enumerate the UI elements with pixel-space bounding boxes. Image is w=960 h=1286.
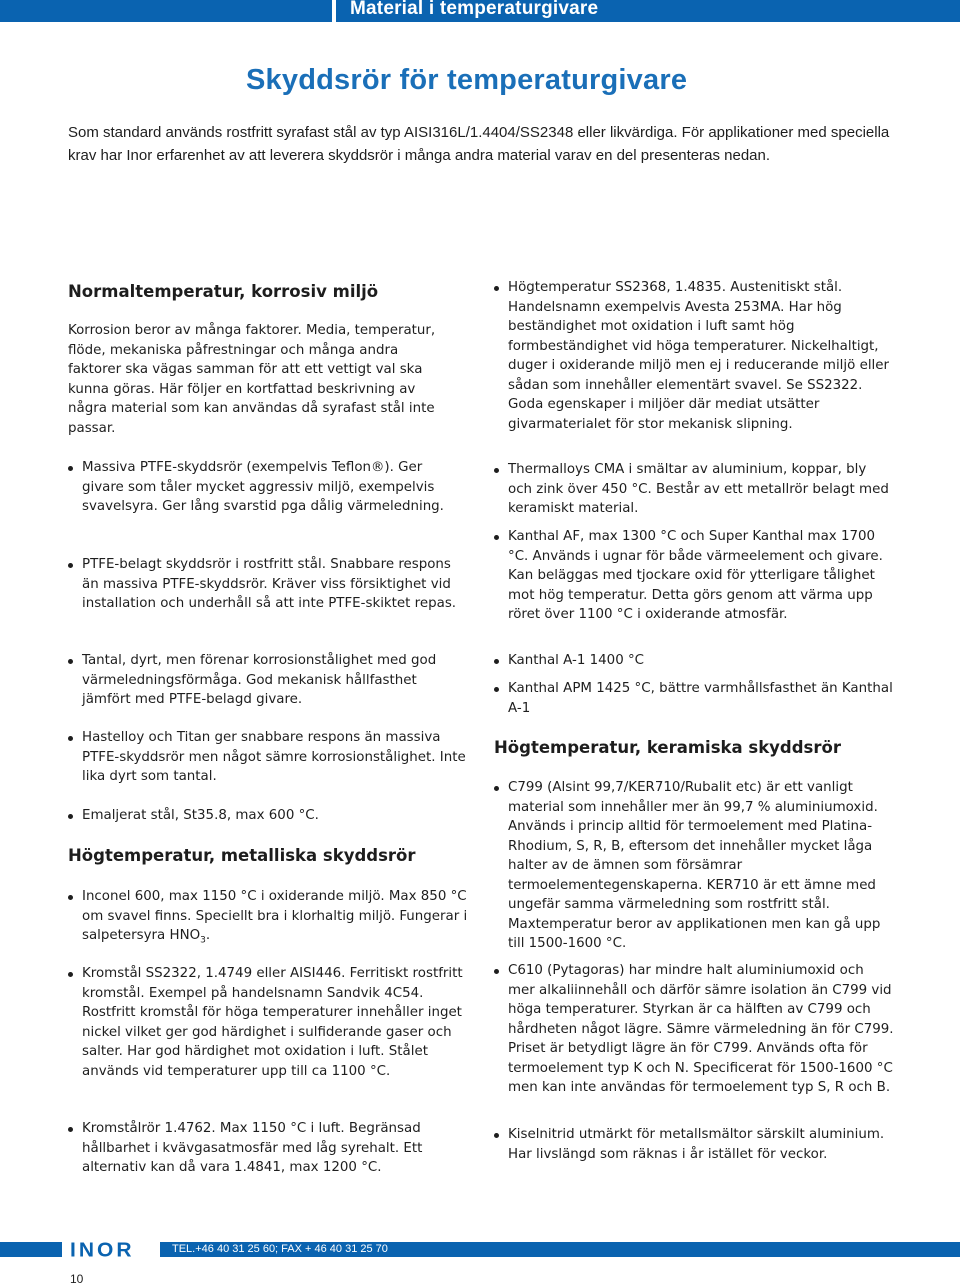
heading-normal-temperature: Normaltemperatur, korrosiv miljö xyxy=(68,282,379,301)
list-item-ss2368: Högtemperatur SS2368, 1.4835. Austenitiskt stål. Handelsnamn exempelvis Avesta 253MA. Har hög beständighet mot oxidation i luft samt hög formbeständighet vid höga temperaturer. Nickelhaltigt, duger i oxiderande miljö men ej i reducerande miljö eller sådan som innehåller elementärt svavel. Se SS2322. Goda egenskaper i miljöer där mediat utsätter givarmaterialet för stor mekanisk slipning. xyxy=(508,278,894,434)
list-item-thermalloys: Thermalloys CMA i smältar av aluminium, koppar, bly och zink över 450 °C. Består av ett metallrör belagt med keramiskt material. xyxy=(508,460,894,519)
list-item-c610: C610 (Pytagoras) har mindre halt aluminiumoxid och mer alkaliinnehåll och därför sämre isolation än C799 vid höga temperaturer. Styrkan är ca hälften av C799 och hårdheten något lägre. Sämre värmeledning än för C799. Priset är betydligt lägre än för C799. Används ofta för termoelement typ K och N. Specificerat för 1500-1600 °C men kan inte användas för termoelement typ S, R och B. xyxy=(508,961,894,1098)
intro-paragraph: Som standard används rostfritt syrafast stål av typ AISI316L/1.4404/SS2348 eller likvärdiga. För applikationer med speciella krav har Inor erfarenhet av att leverera skyddsrör i många andra material varav en del presenteras nedan. xyxy=(68,124,890,164)
corrosion-paragraph: Korrosion beror av många faktorer. Media, temperatur, flöde, mekaniska påfrestningar och många andra faktorer ska vägas samman för att ett vettigt val ska kunna göras. Här följer en kortfattad beskrivning av några material som kan användas då syrafast stål inte passar. xyxy=(68,323,436,436)
inconel-subscript: 3 xyxy=(200,935,206,946)
top-bar-left-block xyxy=(0,0,332,22)
top-bar xyxy=(0,0,960,22)
footer-contact: TEL.+46 40 31 25 60; FAX + 46 40 31 25 70 xyxy=(172,1243,388,1255)
inor-logo xyxy=(68,1236,154,1262)
footer-bar-left xyxy=(0,1242,62,1257)
list-item-inconel xyxy=(82,887,468,951)
list-item-kanthal-apm: Kanthal APM 1425 °C, bättre varmhållsfasthet än Kanthal A-1 xyxy=(508,679,894,718)
section-title: Material i temperaturgivare xyxy=(350,0,599,19)
logo-text: INOR xyxy=(70,1239,135,1262)
list-item-ptfe-solid: Massiva PTFE-skyddsrör (exempelvis Teflon®). Ger givare som tåler mycket aggressiv miljö, exempelvis svavelsyra. Ger lång svarstid pga dålig värmeledning. xyxy=(82,458,468,517)
heading-high-temp-metal: Högtemperatur, metalliska skyddsrör xyxy=(68,846,416,865)
list-item-enamel: Emaljerat stål, St35.8, max 600 °C. xyxy=(82,806,468,826)
inconel-end: . xyxy=(205,928,211,943)
list-item-kanthal-a1: Kanthal A-1 1400 °C xyxy=(508,651,894,671)
heading-high-temp-ceramic: Högtemperatur, keramiska skyddsrör xyxy=(494,738,841,757)
list-item-ptfe-coated: PTFE-belagt skyddsrör i rostfritt stål. Snabbare respons än massiva PTFE-skyddsrör. Kräver viss försiktighet vid installation och underhåll så att inte PTFE-skiktet repas. xyxy=(82,555,468,614)
list-item-kanthal-af: Kanthal AF, max 1300 °C och Super Kanthal max 1700 °C. Används i ugnar för både värmeelement och givare. Kan beläggas med tjockare oxid för ytterligare tålighet mot hög temperatur. Detta görs genom att värma upp röret över 1100 °C i oxiderande atmosfär. xyxy=(508,527,894,625)
page-number: 10 xyxy=(70,1272,84,1286)
page-title: Skyddsrör för temperaturgivare xyxy=(246,64,688,96)
list-item-c799: C799 (Alsint 99,7/KER710/Rubalit etc) är ett vanligt material som innehåller mer än 99,7 % aluminiumoxid. Används i princip alltid för termoelement med Platina-Rhodium, S, R, B, eftersom det innehåller mycket låga halter av de ämnen som försämrar termoelementegenskaperna. KER710 är ett ämne med ungefär samma värmeledning som rostfritt stål. Maxtemperatur beror av applikationen men kan gå upp till 1500-1600 °C. xyxy=(508,778,894,954)
list-item-kromstalror: Kromstålrör 1.4762. Max 1150 °C i luft. Begränsad hållbarhet i kvävgasatmosfär med låg syrehalt. Ett alternativ kan då vara 1.4841, max 1200 °C. xyxy=(82,1119,468,1178)
list-item-kiselnitrid: Kiselnitrid utmärkt för metallsmältor särskilt aluminium. Har livslängd som räknas i år istället för veckor. xyxy=(508,1125,894,1164)
list-item-hastelloy: Hastelloy och Titan ger snabbare respons än massiva PTFE-skyddsrör men något sämre korrosionstålighet. Inte lika dyrt som tantal. xyxy=(82,728,468,787)
list-item-tantal: Tantal, dyrt, men förenar korrosionstålighet med god värmeledningsförmåga. God mekanisk hållfasthet jämfört med PTFE-belagd givare. xyxy=(82,651,468,710)
inconel-text: Inconel 600, max 1150 °C i oxiderande miljö. Max 850 °C om svavel finns. Speciellt bra i klorhaltig miljö. Fungerar i salpetersyra HNO xyxy=(82,889,468,943)
list-item-kromstal: Kromstål SS2322, 1.4749 eller AISI446. Ferritiskt rostfritt kromstål. Exempel på handelsnamn Sandvik 4C54. Rostfritt kromstål för höga temperaturer innehåller inget nickel vilket ger god härdighet i sulfiderande gaser och salter. Har god härdighet mot oxidation i luft. Stålet används vid temperaturer upp till ca 1100 °C. xyxy=(82,964,468,1081)
